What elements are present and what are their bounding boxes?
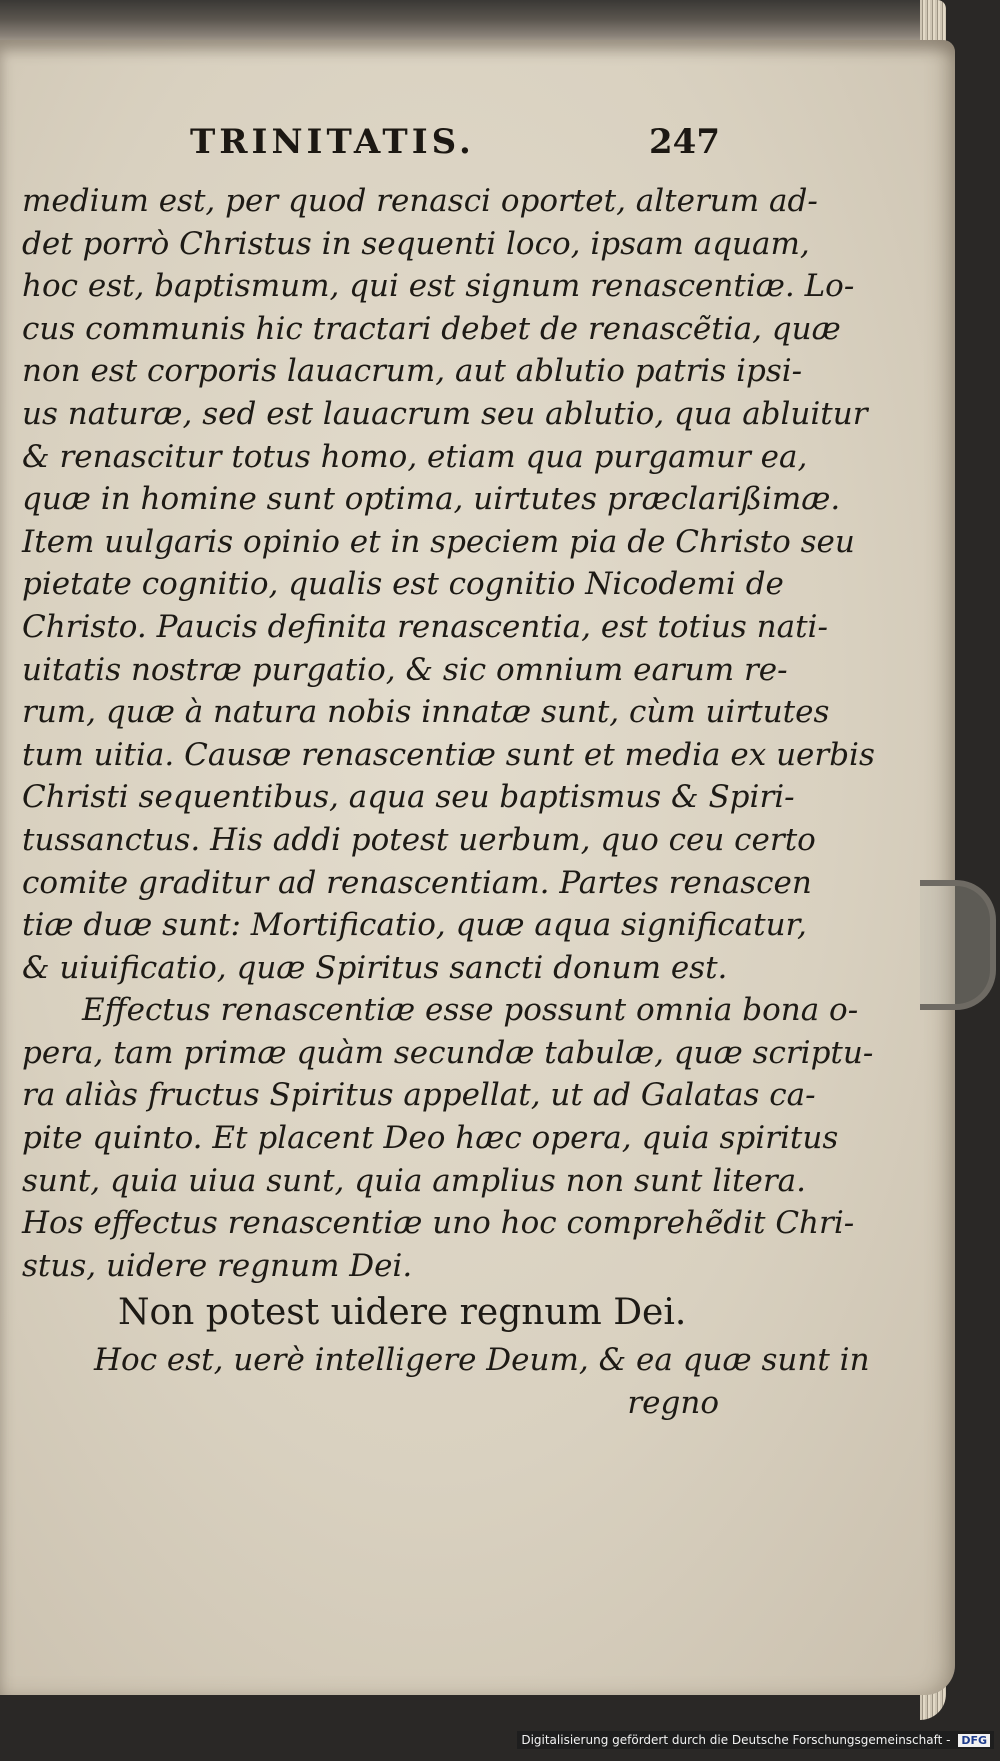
text-line: tiæ duæ sunt: Mortificatio, quæ aqua significatur, (22, 907, 807, 944)
text-line: uitatis nostræ purgatio, & sic omnium earum re- (22, 651, 788, 688)
text-line: pite quinto. Et placent Deo hæc opera, quia spiritus (22, 1120, 839, 1157)
digitization-credit (517, 1731, 994, 1749)
text-line: stus, uidere regnum Dei. (22, 1247, 413, 1284)
text-line: us naturæ, sed est lauacrum seu ablutio, qua abluitur (22, 395, 868, 432)
text-line: Item uulgaris opinio et in speciem pia de Christo seu (22, 523, 855, 560)
text-line: pietate cognitio, qualis est cognitio Nicodemi de (22, 566, 784, 603)
text-line: pera, tam primæ quàm secundæ tabulæ, quæ scriptu- (22, 1034, 874, 1071)
text-line: & renascitur totus homo, etiam qua purgamur ea, (22, 438, 808, 475)
text-line: Hos effectus renascentiæ uno hoc comprehẽdit Chri- (22, 1205, 855, 1242)
page-text (22, 180, 875, 1425)
text-line: tum uitia. Causæ renascentiæ sunt et media ex uerbis (22, 736, 875, 773)
running-head (160, 122, 720, 172)
page-clip (920, 880, 996, 1010)
text-line: Christi sequentibus, aqua seu baptismus & Spiri- (22, 779, 795, 816)
text-line: quæ in homine sunt optima, uirtutes præclarißimæ. (22, 481, 841, 518)
text-line: rum, quæ à natura nobis innatæ sunt, cùm uirtutes (22, 694, 830, 731)
running-head-title: TRINITATIS. (190, 122, 475, 162)
text-line: det porrò Christus in sequenti loco, ipsam aquam, (22, 225, 810, 262)
text-line: ra aliàs fructus Spiritus appellat, ut ad Galatas ca- (22, 1077, 816, 1114)
text-line: medium est, per quod renasci oportet, alterum ad- (22, 183, 818, 219)
lemma-heading: Non potest uidere regnum Dei. (118, 1292, 687, 1334)
text-line: Christo. Paucis definita renascentia, est totius nati- (22, 608, 828, 645)
dfg-logo: DFG (958, 1734, 990, 1747)
credit-text: Digitalisierung gefördert durch die Deutsche Forschungsgemeinschaft - (521, 1733, 951, 1747)
text-line: Hoc est, uerè intelligere Deum, & ea quæ sunt in (94, 1342, 870, 1379)
page-number: 247 (649, 122, 720, 162)
text-line: hoc est, baptismum, qui est signum renascentiæ. Lo- (22, 268, 855, 305)
catchword: regno (627, 1385, 719, 1422)
text-line: Effectus renascentiæ esse possunt omnia bona o- (82, 992, 859, 1029)
text-line: cus communis hic tractari debet de renascẽtia, quæ (22, 310, 841, 347)
text-line: sunt, quia uiua sunt, quia amplius non sunt litera. (22, 1162, 806, 1199)
text-line: & uiuificatio, quæ Spiritus sancti donum est. (22, 949, 728, 986)
text-line: comite graditur ad renascentiam. Partes renascen (22, 864, 812, 901)
text-line: non est corporis lauacrum, aut ablutio patris ipsi- (22, 353, 803, 390)
text-line: tussanctus. His addi potest uerbum, quo ceu certo (22, 821, 816, 858)
